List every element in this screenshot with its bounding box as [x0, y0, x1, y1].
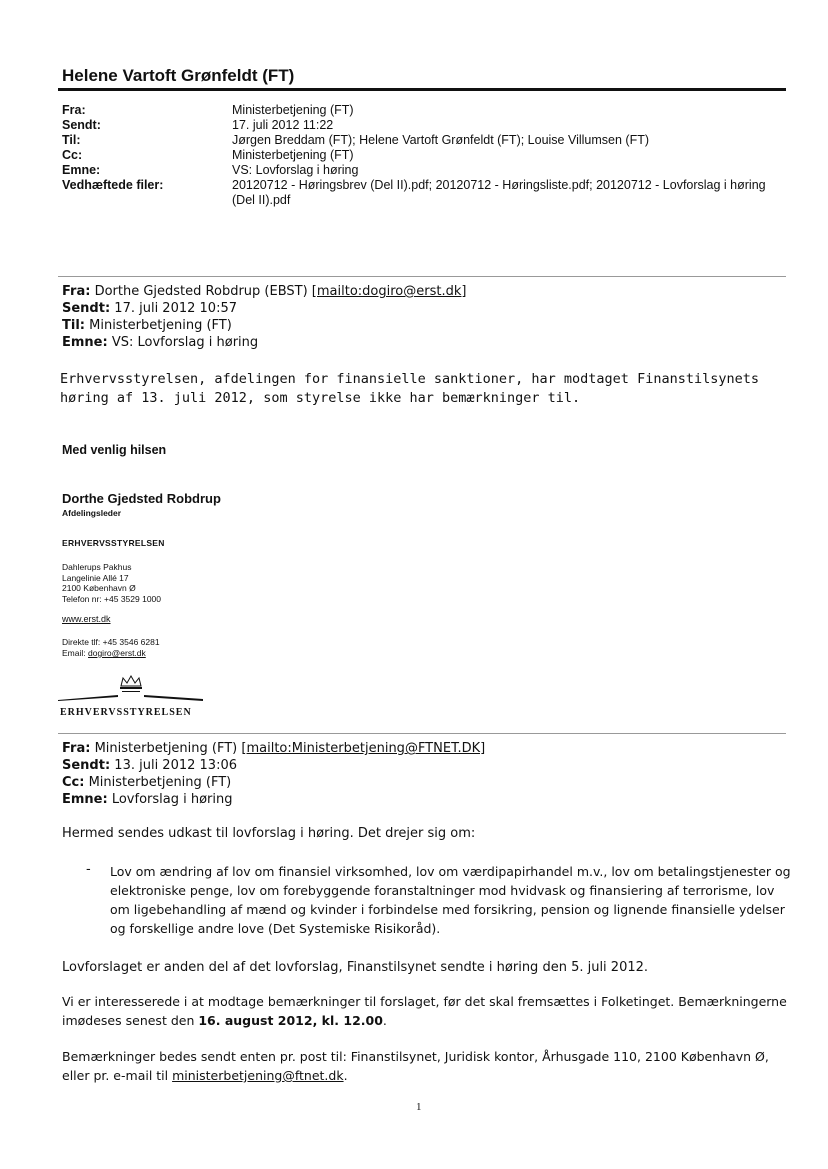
- header-emne-label: Emne:: [62, 163, 101, 177]
- signature-web-link[interactable]: www.erst.dk: [62, 614, 111, 624]
- msg2-paragraph-3: [62, 992, 792, 1030]
- address-line-3: 2100 København Ø: [62, 583, 136, 593]
- page-title: Helene Vartoft Grønfeldt (FT): [62, 66, 295, 85]
- msg1-fra-value: Dorthe Gjedsted Robdrup (EBST): [94, 284, 308, 299]
- msg2-sendt-line: [62, 757, 237, 774]
- msg1-til-value: Ministerbetjening (FT): [89, 318, 232, 333]
- header-fra-label: Fra:: [62, 103, 86, 117]
- address-line-2: Langelinie Allé 17: [62, 572, 129, 583]
- msg2-intro: Hermed sendes udkast til lovforslag i høring. Det drejer sig om:: [62, 826, 476, 841]
- erhvervsstyrelsen-logo: [58, 672, 208, 708]
- msg1-sendt-label: Sendt:: [62, 301, 111, 316]
- msg1-greeting: Med venlig hilsen: [62, 443, 167, 457]
- msg2-p4-email-link[interactable]: ministerbetjening@ftnet.dk: [172, 1068, 344, 1083]
- signature-email-label: Email:: [62, 648, 86, 658]
- msg2-paragraph-2: Lovforslaget er anden del af det lovforslag, Finanstilsynet sendte i høring den 5. juli 2012.: [62, 960, 649, 975]
- msg2-sendt-value: 13. juli 2012 13:06: [114, 758, 237, 773]
- msg2-fra-line: [62, 740, 485, 757]
- msg2-emne-label: Emne:: [62, 792, 108, 807]
- signature-org: ERHVERVSSTYRELSEN: [62, 538, 165, 548]
- header-attachments-value: 20120712 - Høringsbrev (Del II).pdf; 20120712 - Høringsliste.pdf; 20120712 - Lovforslag i høring (Del II).pdf: [232, 178, 766, 207]
- header-attachments-label: Vedhæftede filer:: [62, 178, 164, 192]
- msg2-p4-end: .: [343, 1068, 348, 1083]
- msg2-mailto-link[interactable]: [mailto:Ministerbetjening@FTNET.DK]: [241, 741, 486, 756]
- msg1-sendt-value: 17. juli 2012 10:57: [114, 301, 237, 316]
- logo-text: ERHVERVSSTYRELSEN: [60, 707, 192, 718]
- msg2-fra-label: Fra:: [62, 741, 91, 756]
- header-cc-value: Ministerbetjening (FT): [232, 148, 354, 162]
- msg1-emne-label: Emne:: [62, 335, 108, 350]
- msg2-bullet-text: Lov om ændring af lov om finansiel virksomhed, lov om værdipapirhandel m.v., lov om betalingstjenester og elektroniske penge, lov om forebyggende foranstaltninger mod hvidvask og finansiering af terrorisme, lov om ligebehandling af mænd og kvinder i forbindelse med forsikring, pension og lignende finansielle ydelser og forskellige andre love (Det Systemiske Risikoråd).: [110, 864, 791, 936]
- msg2-fra-value: Ministerbetjening (FT): [94, 741, 238, 756]
- header-til-value: Jørgen Breddam (FT); Helene Vartoft Grønfeldt (FT); Louise Villumsen (FT): [232, 133, 650, 147]
- header-emne-value: VS: Lovforslag i høring: [232, 163, 359, 177]
- page-number: 1: [416, 1101, 422, 1113]
- title-rule: [58, 88, 786, 91]
- signature-role: Afdelingsleder: [62, 508, 122, 518]
- signature-email-link[interactable]: dogiro@erst.dk: [88, 648, 146, 658]
- msg2-cc-line: [62, 774, 231, 791]
- separator-1: [58, 276, 786, 277]
- signature-name: Dorthe Gjedsted Robdrup: [62, 491, 221, 506]
- msg2-bullet-mark: -: [86, 862, 91, 877]
- header-cc-label: Cc:: [62, 148, 83, 162]
- msg2-cc-value: Ministerbetjening (FT): [88, 775, 232, 790]
- msg1-fra-label: Fra:: [62, 284, 91, 299]
- msg1-body: Erhvervsstyrelsen, afdelingen for finansielle sanktioner, har modtaget Finanstilsynets høring af 13. juli 2012, som styrelse ikke har bemærkninger til.: [60, 371, 759, 406]
- msg1-til-label: Til:: [62, 318, 85, 333]
- msg2-p4-text: Bemærkninger bedes sendt enten pr. post til: Finanstilsynet, Juridisk kontor, Århusgade 110, 2100 København Ø, eller pr. e-mail til: [62, 1049, 769, 1083]
- msg1-sendt-line: [62, 300, 237, 317]
- msg1-emne-line: [62, 334, 258, 351]
- signature-email-line: [62, 648, 146, 659]
- msg2-paragraph-4: [62, 1047, 792, 1085]
- msg1-til-line: [62, 317, 232, 334]
- msg2-p3-end: .: [382, 1013, 387, 1028]
- msg1-fra-line: [62, 283, 466, 300]
- msg2-cc-label: Cc:: [62, 775, 85, 790]
- msg2-p3-deadline: 16. august 2012, kl. 12.00: [198, 1013, 383, 1028]
- msg2-sendt-label: Sendt:: [62, 758, 111, 773]
- address-line-1: Dahlerups Pakhus: [62, 562, 132, 572]
- address-phone: Telefon nr: +45 3529 1000: [62, 593, 162, 604]
- signature-direct-phone: Direkte tlf: +45 3546 6281: [62, 637, 160, 647]
- msg1-emne-value: VS: Lovforslag i høring: [111, 335, 259, 350]
- header-sendt-label: Sendt:: [62, 118, 101, 132]
- msg1-mailto-link[interactable]: [mailto:dogiro@erst.dk]: [311, 284, 467, 299]
- crown-icon: [120, 676, 142, 692]
- header-til-label: Til:: [62, 133, 81, 147]
- header-sendt-value: 17. juli 2012 11:22: [232, 118, 334, 132]
- separator-2: [58, 733, 786, 734]
- msg2-emne-line: [62, 791, 233, 808]
- header-fra-value: Ministerbetjening (FT): [232, 103, 354, 117]
- signature-address: [62, 562, 161, 604]
- logo-right-swoosh: [144, 695, 203, 701]
- logo-left-swoosh: [58, 695, 118, 701]
- msg2-p3-text: Vi er interesserede i at modtage bemærkninger til forslaget, før det skal fremsættes i Folketinget. Bemærkningerne imødeses senest den: [62, 994, 787, 1028]
- msg2-emne-value: Lovforslag i høring: [111, 792, 233, 807]
